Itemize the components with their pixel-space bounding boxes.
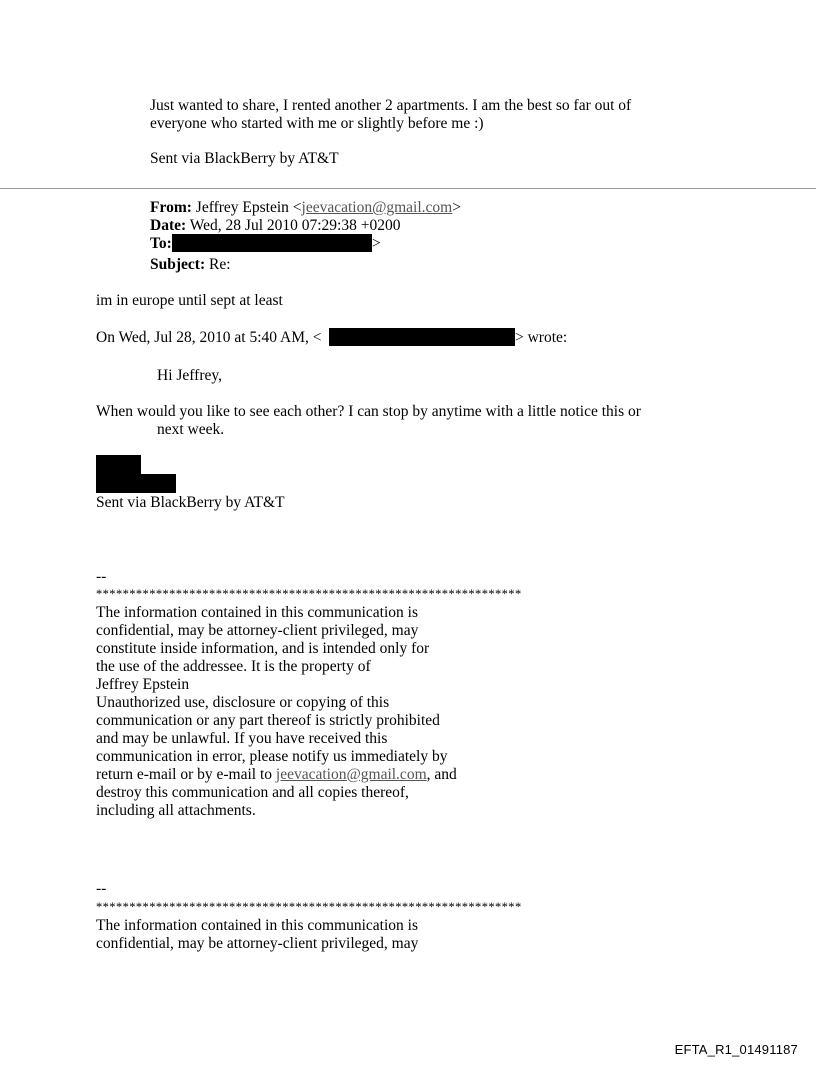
disclaimer-line: communication in error, please notify us immediately by — [96, 748, 448, 765]
top-message-line1: Just wanted to share, I rented another 2 apartments. I am the best so far out of — [150, 97, 632, 114]
subject-label: Subject: — [150, 256, 206, 273]
quote-signature: Sent via BlackBerry by AT&T — [96, 494, 285, 511]
disclaimer-line: including all attachments. — [96, 802, 256, 819]
from-label: From: — [150, 199, 192, 216]
date-value: Wed, 28 Jul 2010 07:29:38 +0200 — [189, 217, 401, 234]
redaction-box-name-lower — [141, 474, 176, 493]
disclaimer-return-line — [96, 766, 457, 784]
return-line-end: , and — [426, 766, 457, 783]
document-id: EFTA_R1_01491187 — [674, 1042, 798, 1057]
top-signature: Sent via BlackBerry by AT&T — [150, 150, 339, 167]
disclaimer-email-link[interactable]: jeevacation@gmail.com — [275, 766, 427, 783]
redaction-box-to — [172, 234, 372, 252]
to-label: To: — [150, 235, 172, 252]
to-close: > — [372, 235, 381, 252]
disclaimer-line: The information contained in this communication is — [96, 604, 418, 621]
disclaimer-text — [96, 604, 457, 820]
disclaimer-stars: **************************************************************** — [96, 587, 522, 601]
disclaimer-line: destroy this communication and all copies thereof, — [96, 784, 409, 801]
date-label: Date: — [150, 217, 187, 234]
redaction-box-sender — [329, 328, 515, 346]
disclaimer-line: confidential, may be attorney-client privileged, may — [96, 622, 419, 639]
redaction-box-name-upper — [96, 455, 141, 493]
disclaimer2-text — [96, 917, 418, 953]
from-email-link[interactable]: jeevacation@gmail.com — [301, 199, 453, 216]
disclaimer-line: Unauthorized use, disclosure or copying of this — [96, 694, 390, 711]
disclaimer-line: communication or any part thereof is strictly prohibited — [96, 712, 440, 729]
disclaimer-line: the use of the addressee. It is the property of — [96, 658, 371, 675]
disclaimer-dashes: -- — [96, 568, 107, 585]
quote-question-line1: When would you like to see each other? I can stop by anytime with a little notice this or — [96, 403, 641, 420]
header-from — [150, 199, 461, 217]
disclaimer2-line: The information contained in this communication is — [96, 917, 418, 934]
quote-intro-start: On Wed, Jul 28, 2010 at 5:40 AM, < — [96, 329, 322, 346]
top-message-line2: everyone who started with me or slightly before me :) — [150, 115, 484, 132]
quote-greeting: Hi Jeffrey, — [157, 367, 222, 384]
header-subject — [150, 256, 231, 274]
disclaimer2-stars: **************************************************************** — [96, 900, 522, 914]
return-line-start: return e-mail or by e-mail to — [96, 766, 276, 783]
reply-body: im in europe until sept at least — [96, 292, 283, 309]
from-name: Jeffrey Epstein < — [195, 199, 302, 216]
subject-value: Re: — [208, 256, 231, 273]
divider-line — [0, 188, 816, 189]
quote-intro-end: > wrote: — [515, 329, 568, 346]
quote-question-line2: next week. — [157, 421, 225, 438]
disclaimer2-line: confidential, may be attorney-client privileged, may — [96, 935, 419, 952]
disclaimer2-dashes: -- — [96, 880, 107, 897]
header-date — [150, 217, 400, 235]
from-end: > — [452, 199, 461, 216]
disclaimer-line: Jeffrey Epstein — [96, 676, 190, 693]
disclaimer-line: and may be unlawful. If you have received this — [96, 730, 388, 747]
disclaimer-line: constitute inside information, and is intended only for — [96, 640, 430, 657]
